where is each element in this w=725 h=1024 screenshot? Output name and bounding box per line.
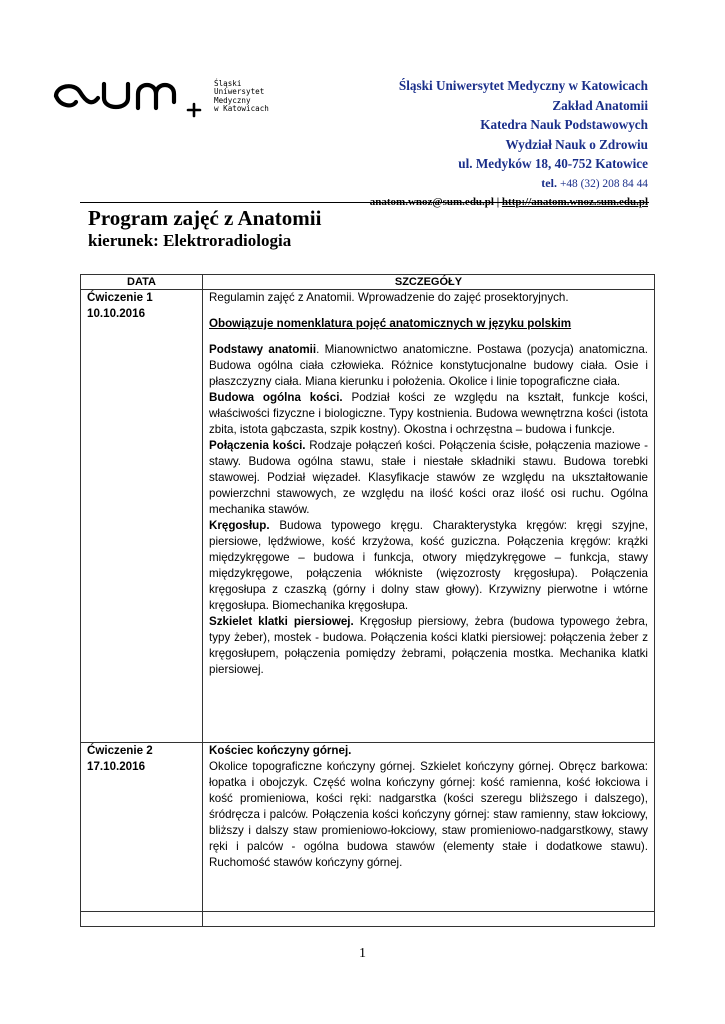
empty-cell	[203, 912, 655, 927]
row-details-cell	[203, 743, 655, 912]
logo-university-name: Śląski Uniwersytet Medyczny w Katowicach	[214, 79, 269, 114]
logo-m-stroke	[138, 85, 174, 108]
nomenclature-notice: Obowiązuje nomenklatura pojęć anatomicznych w języku polskim	[209, 317, 572, 330]
empty-cell	[81, 912, 203, 927]
exercise-date: 10.10.2016	[87, 307, 146, 320]
telephone	[370, 174, 648, 195]
topic-paragraph	[209, 614, 648, 678]
topic-text: Rodzaje połączeń kości. Połączenia ścisłe, połączenia maziowe - stawy. Budowa ogólna stawu, stałe i niestałe składniki stawu. Budowa torebki stawowej. Podział więzadeł. Klasyfikacje stawów ze względu na ukształtowanie powierzchni stawowych, ze względu na ilość kości oraz ilość osi ruchu. Ogólna mechanika stawów.	[209, 439, 648, 516]
exercise-label: Ćwiczenie 2	[87, 744, 153, 757]
department-name: Zakład Anatomii	[552, 97, 648, 113]
page-subtitle: kierunek: Elektroradiologia	[88, 231, 292, 250]
topic-paragraph	[209, 743, 648, 759]
row-date-cell	[81, 290, 203, 743]
empty-row	[81, 912, 655, 927]
logo-u-stroke	[104, 84, 128, 107]
tel-number: +48 (32) 208 84 44	[559, 177, 648, 190]
topic-text: . Mianownictwo anatomiczne. Postawa (pozycja) anatomiczna. Budowa ogólna ciała człowieka. Różnice konstytucjonalne budowy ciała. Osie i płaszczyzny ciała. Miana kierunku i położenia. Okolice i linie topograficzne ciała.	[209, 343, 648, 388]
separator: |	[496, 196, 500, 208]
exercise-label: Ćwiczenie 1	[87, 291, 153, 304]
topic-paragraph	[209, 390, 648, 438]
logo-s-stroke	[56, 86, 98, 102]
university-name: Śląski Uniwersytet Medyczny w Katowicach	[398, 78, 648, 93]
row-date-cell	[81, 743, 203, 912]
table-header-row	[81, 275, 655, 290]
email-address: anatom.wnoz@sum.edu.pl	[369, 196, 494, 208]
topic-paragraph	[209, 518, 648, 614]
intro-text: Regulamin zajęć z Anatomii. Wprowadzenie do zajęć prosektoryjnych.	[209, 291, 569, 304]
website-link[interactable]: http://anatom.wnoz.sum.edu.pl	[501, 196, 648, 208]
page-title: Program zajęć z Anatomii	[88, 206, 322, 230]
topic-title: Podstawy anatomii	[209, 343, 317, 356]
logo-s-tail	[56, 96, 76, 105]
topic-title: Połączenia kości.	[209, 439, 306, 452]
topic-title: Szkielet klatki piersiowej.	[209, 615, 354, 628]
topic-paragraph	[209, 342, 648, 390]
topic-paragraph	[209, 438, 648, 518]
topic-title: Budowa ogólna kości.	[209, 391, 343, 404]
contact-block	[370, 76, 648, 211]
topic-text: Budowa typowego kręgu. Charakterystyka kręgów: kręgi szyjne, piersiowe, lędźwiowe, kość krzyżowa, kość guziczna. Połączenia kręgów: krążki międzykręgowe – budowa i funkcja, otwory międzykręgowe – funkcja, stawy międzykręgowe, połączenia włókniste (więzozrosty kręgosłupa). Połączenia kręgosłupa z czaszką (górny i dolny staw głowy). Krzywizny pierwotne i wtórne kręgosłupa. Biomechanika kręgosłupa.	[209, 519, 648, 612]
table-row	[81, 290, 655, 743]
tel-label: tel.	[541, 175, 557, 190]
chair-name: Katedra Nauk Podstawowych	[480, 117, 648, 132]
address: ul. Medyków 18, 40-752 Katowice	[458, 156, 648, 171]
header-date: DATA	[81, 275, 203, 290]
logo-plus-icon	[188, 104, 200, 116]
header-divider	[80, 202, 649, 203]
topic-text: Podział kości ze względu na kształt, funkcje kości, właściwości fizyczne i biologiczne. Typy kostnienia. Budowa wewnętrzna kości (istota zbita, istota gąbczasta, szpik kostny). Okostna i ochrzęstna – budowa i funkcje.	[209, 391, 648, 436]
faculty-name: Wydział Nauk o Zdrowiu	[505, 136, 648, 152]
page-number: 1	[359, 946, 366, 961]
header-details: SZCZEGÓŁY	[203, 275, 655, 290]
topic-title: Kręgosłup.	[209, 519, 270, 532]
topic-title: Kościec kończyny górnej.	[209, 744, 352, 757]
topic-text: Okolice topograficzne kończyny górnej. Szkielet kończyny górnej. Obręcz barkowa: łopatka i obojczyk. Część wolna kończyny górnej: kość ramienna, kość łokciowa i kość promieniowa, kości ręki: nadgarstka (kości szeregu bliższego i dalszego), śródręcza i palców. Połączenia kości kończyny górnej: staw ramienny, staw łokciowy, bliższy i dalszy staw promieniowo-łokciowy, staw promieniowo-nadgarstkowy, stawy ręki i palców - ogólna budowa stawów (elementy stałe i dodatkowe stawu). Ruchomość stawów kończyny górnej.	[209, 760, 648, 869]
row-details-cell	[203, 290, 655, 743]
table-row	[81, 743, 655, 912]
exercise-date: 17.10.2016	[87, 760, 146, 773]
schedule-table	[80, 274, 655, 927]
topic-text: Kręgosłup piersiowy, żebra (budowa typowego żebra, typy żeber), mostek - budowa. Połączenia kości klatki piersiowej: połączenia żeber z kręgosłupem, połączenia pomiędzy żebrami, połączenia mostka. Mechanika klatki piersiowej.	[209, 615, 649, 676]
